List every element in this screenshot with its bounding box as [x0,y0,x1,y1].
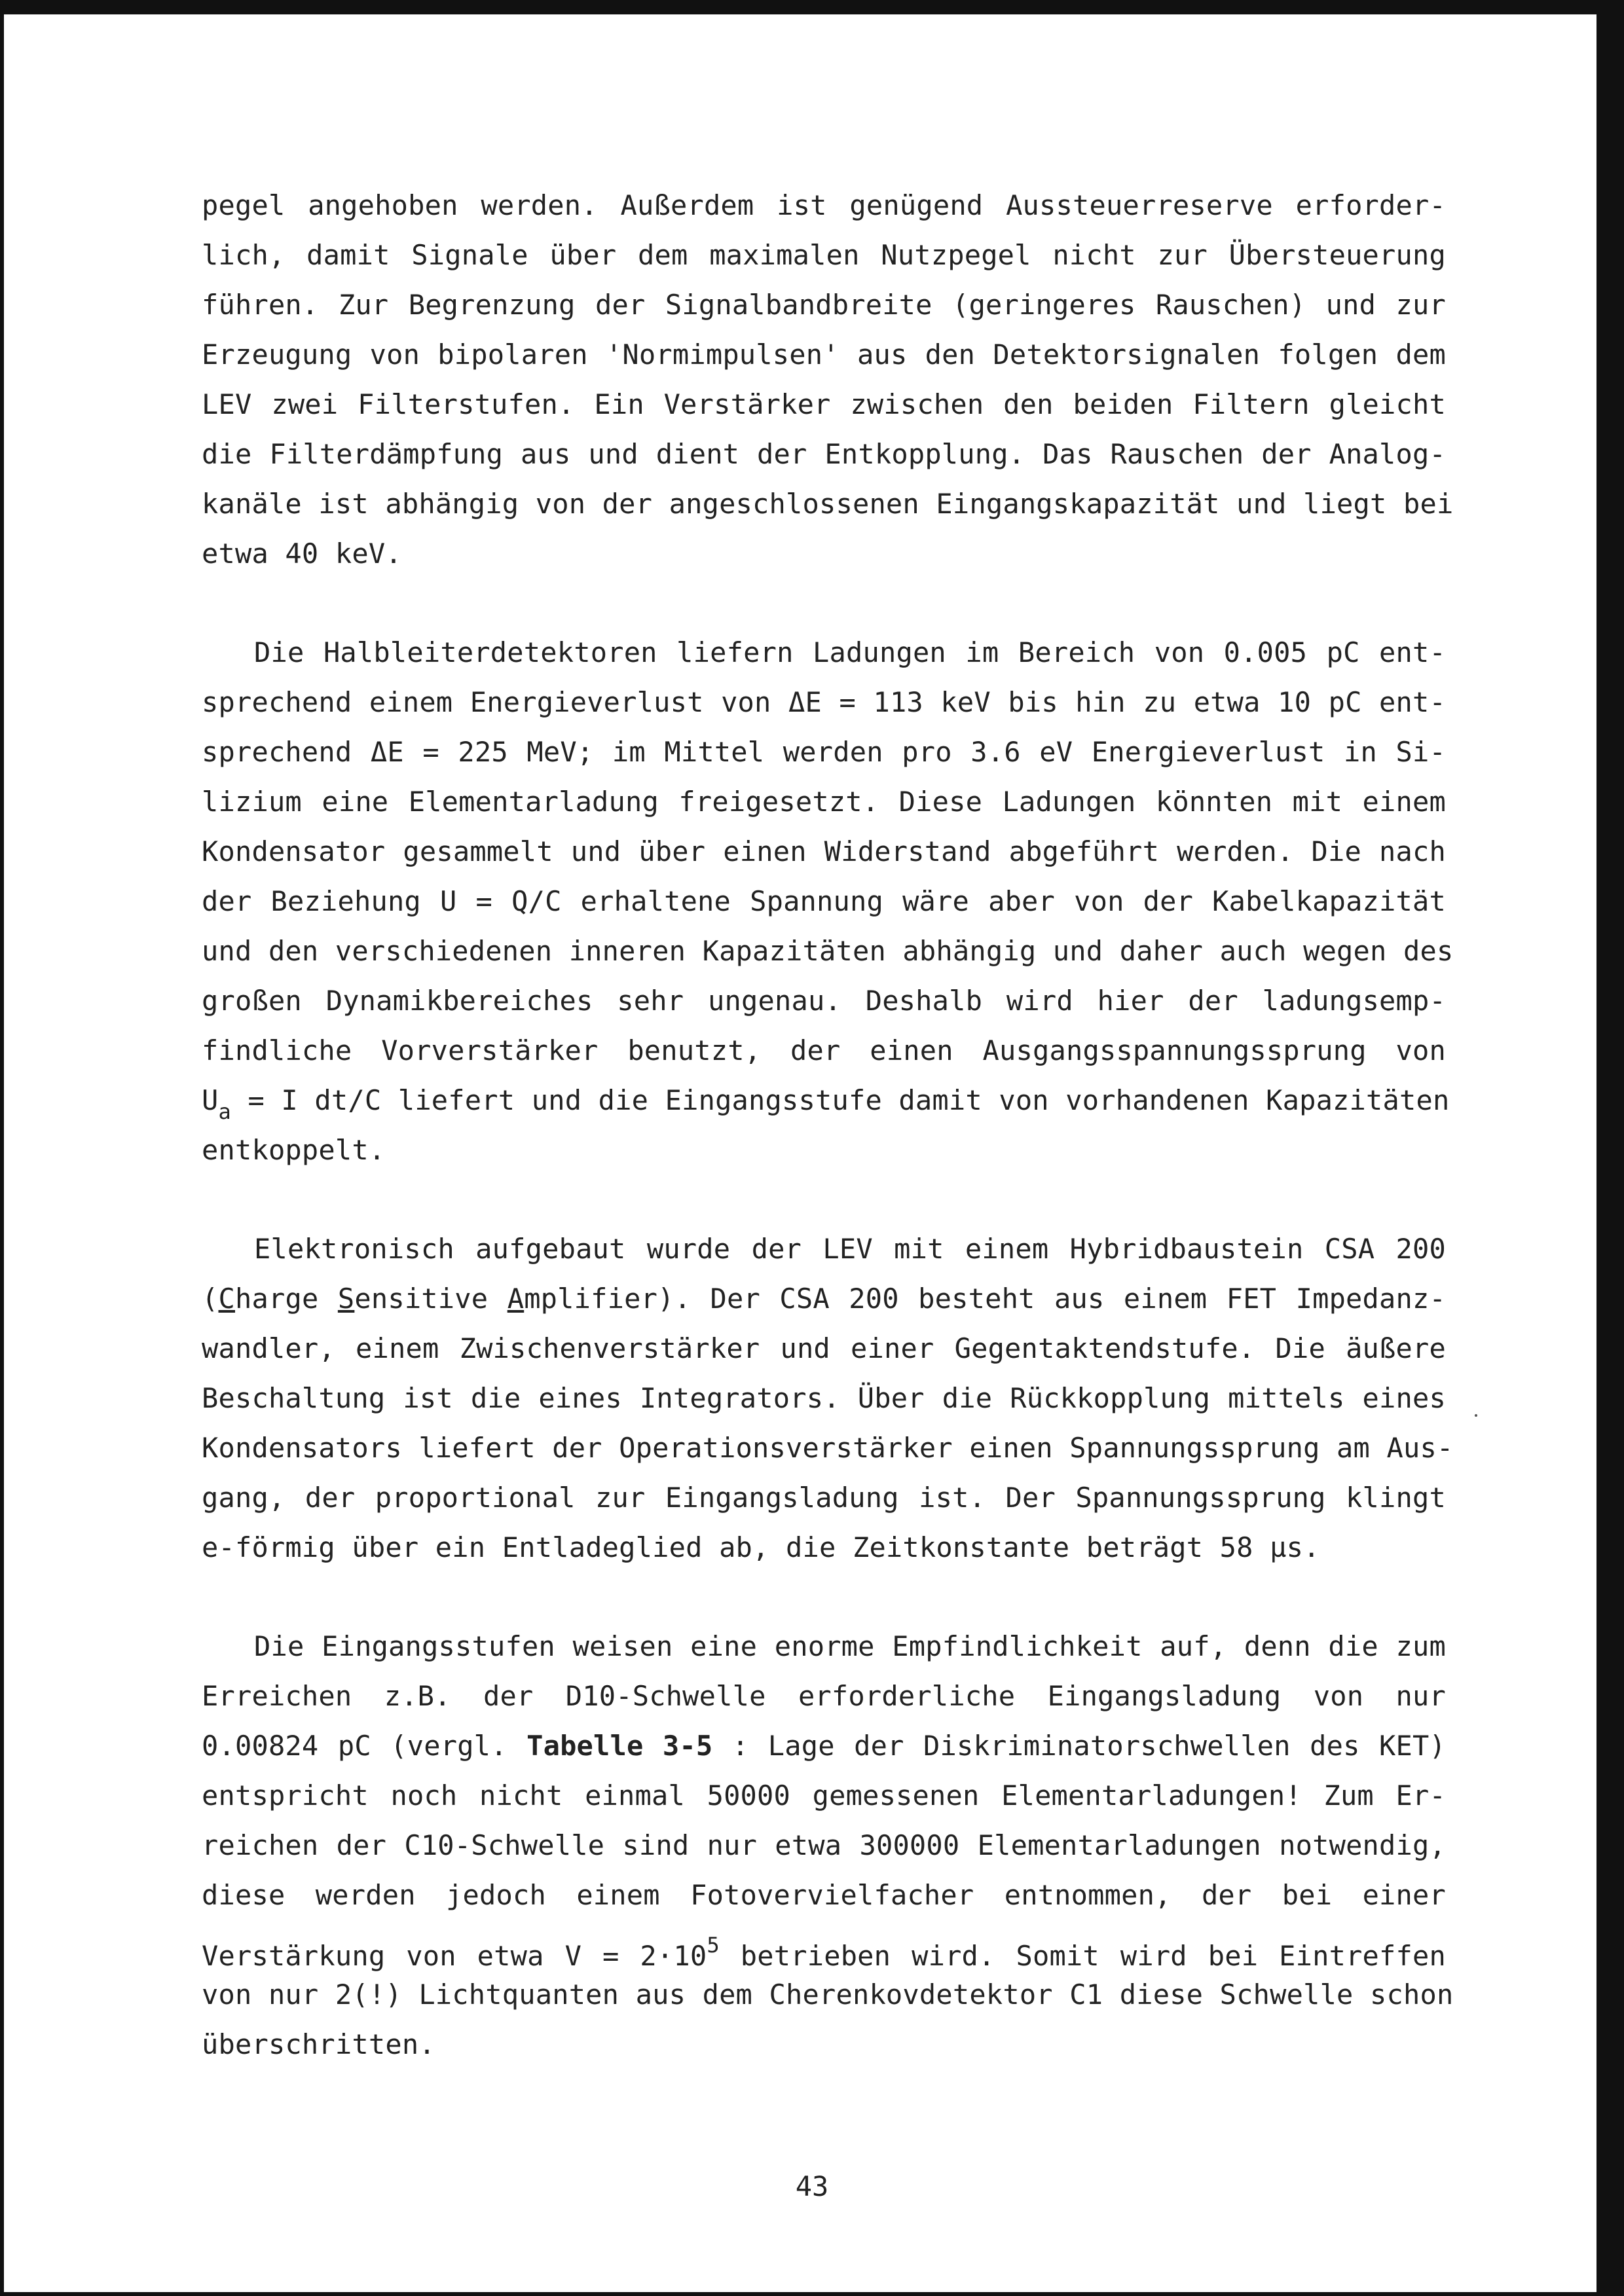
text-line: der Beziehung U = Q/C erhaltene Spannung wäre aber von der Kabelkapazität [202,885,1446,917]
paragraph-1 [202,181,1454,579]
text-line: lizium eine Elementarladung freigesetzt. Diese Ladungen könnten mit einem [202,786,1446,818]
table-reference: Tabelle 3-5 [526,1730,713,1762]
acronym-letter: C [218,1283,235,1315]
text-line: Erreichen z.B. der D10-Schwelle erforderliche Eingangsladung von nur [202,1680,1446,1712]
text-line: Beschaltung ist die eines Integrators. Über die Rückkopplung mittels eines [202,1382,1446,1414]
text-line: LEV zwei Filterstufen. Ein Verstärker zwischen den beiden Filtern gleicht [202,388,1446,420]
page-number: 43 [795,2170,829,2202]
text-line: von nur 2(!) Lichtquanten aus dem Cherenkovdetektor C1 diese Schwelle schon [202,1978,1454,2011]
page-body [202,181,1454,2069]
text-line: entkoppelt. [202,1134,386,1166]
paragraph-3 [202,1224,1454,1573]
exponent-line: Verstärkung von etwa $V = 2\cdot 10^5$ betrieben wird. Somit wird bei Eintreffen [202,1933,1446,1972]
text-line: führen. Zur Begrenzung der Signalbandbreite (geringeres Rauschen) und zur [202,289,1446,321]
acronym-letter: S [337,1283,355,1315]
text-line: und den verschiedenen inneren Kapazitäten abhängig und daher auch wegen des [202,935,1454,967]
text-line: entspricht noch nicht einmal 50000 gemessenen Elementarladungen! Zum Er- [202,1779,1446,1812]
text-line: sprechend einem Energieverlust von ΔE = 113 keV bis hin zu etwa 10 pC ent- [202,686,1446,718]
table-reference-line: 0.00824 pC (vergl. Tabelle 3-5 : Lage der Diskriminatorschwellen des KET) [202,1730,1446,1762]
text-line: reichen der C10-Schwelle sind nur etwa 300000 Elementarladungen notwendig, [202,1829,1446,1861]
text-line: die Filterdämpfung aus und dient der Entkopplung. Das Rauschen der Analog- [202,438,1446,470]
text-line: kanäle ist abhängig von der angeschlossenen Eingangskapazität und liegt bei [202,488,1454,520]
acronym-letter: A [507,1283,525,1315]
text-line: gang, der proportional zur Eingangsladung ist. Der Spannungssprung klingt [202,1482,1446,1514]
text-line: Kondensators liefert der Operationsverstärker einen Spannungssprung am Aus- [202,1432,1454,1464]
acronym-line: (Charge Sensitive Amplifier). Der CSA 200 besteht aus einem FET Impedanz- [202,1283,1446,1315]
formula-subscript: a [218,1099,231,1124]
text-line: wandler, einem Zwischenverstärker und einer Gegentaktendstufe. Die äußere [202,1332,1446,1364]
paragraph-2 [202,628,1454,1175]
scan-speck [1475,1414,1477,1417]
text-line: sprechend ΔE = 225 MeV; im Mittel werden pro 3.6 eV Energieverlust in Si- [202,736,1446,768]
text-line: Erzeugung von bipolaren 'Normimpulsen' aus den Detektorsignalen folgen dem [202,338,1446,371]
scan-border-top [0,0,1624,14]
text-line: etwa 40 keV. [202,538,402,570]
paragraph-4 [202,1622,1454,2069]
scan-border-right [1596,0,1624,2296]
text-line: großen Dynamikbereiches sehr ungenau. Deshalb wird hier der ladungsemp- [202,985,1446,1017]
text-line: pegel angehoben werden. Außerdem ist genügend Aussteuerreserve erforder- [202,189,1446,221]
formula-line: $U_a = I$ dt/C liefert und die Eingangsstufe damit von vorhandenen Kapazitäten [202,1084,1450,1124]
text-line: Die Eingangsstufen weisen eine enorme Empfindlichkeit auf, denn die zum [254,1630,1446,1662]
formula-symbol: U [202,1084,219,1116]
scan-border-left [0,0,4,2296]
text-line: Elektronisch aufgebaut wurde der LEV mit einem Hybridbaustein CSA 200 [254,1233,1446,1265]
text-line: Kondensator gesammelt und über einen Widerstand abgeführt werden. Die nach [202,835,1446,867]
text-line: diese werden jedoch einem Fotovervielfacher entnommen, der bei einer [202,1879,1446,1911]
exponent: 5 [707,1933,720,1958]
text-line: e-förmig über ein Entladeglied ab, die Zeitkonstante beträgt 58 µs. [202,1531,1320,1563]
text-line: überschritten. [202,2028,435,2060]
text-line: Die Halbleiterdetektoren liefern Ladungen im Bereich von 0.005 pC ent- [254,636,1446,668]
text-line: findliche Vorverstärker benutzt, der einen Ausgangsspannungssprung von [202,1034,1446,1066]
scan-border-bottom [0,2292,1624,2296]
text-line: lich, damit Signale über dem maximalen Nutzpegel nicht zur Übersteuerung [202,239,1446,271]
